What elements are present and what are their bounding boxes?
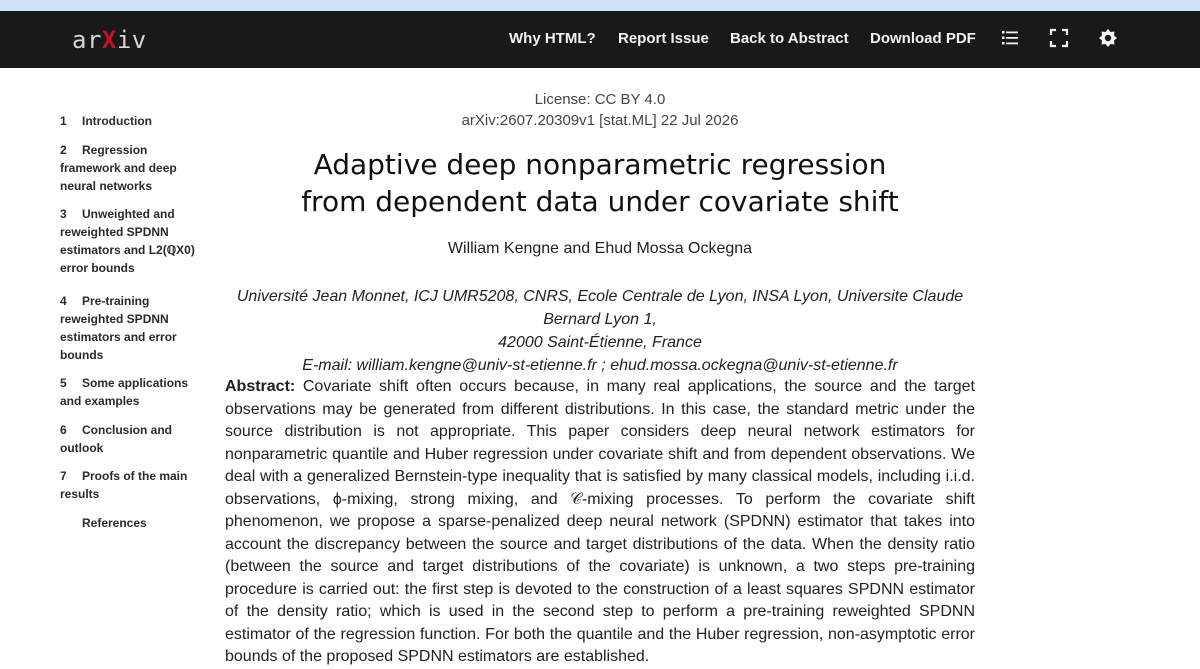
toc-label: Proofs of the main results [60,469,188,501]
toc-label: Pre-training reweighted SPDNN estimators and error bounds [60,294,177,362]
why-html-link[interactable]: Why HTML? [509,30,596,47]
download-pdf-link[interactable]: Download PDF [870,30,976,47]
top-navbar [0,11,1200,68]
logo-text: arXiv [72,26,147,54]
arxiv-logo[interactable] [72,25,147,55]
toc-item-references[interactable] [60,514,200,532]
toc-label: Regression framework and deep neural networks [60,143,177,193]
arxiv-identifier: arXiv:2607.20309v1 [stat.ML] 22 Jul 2026 [461,112,739,129]
affiliation-line: Université Jean Monnet, ICJ UMR5208, CNRS, Ecole Centrale de Lyon, INSA Lyon, Universite Claude Bernard Lyon 1, [236,288,964,328]
title-line: from dependent data under covariate shift [301,185,899,218]
affiliation-line: 42000 Saint-Étienne, France [498,334,702,351]
toc-number: 4 [60,294,67,308]
toc-label: Some applications and examples [60,376,189,408]
toc-number: 6 [60,423,67,437]
license-line: License: CC BY 4.0 [534,91,666,108]
report-issue-link[interactable]: Report Issue [618,30,709,47]
abstract [225,376,975,669]
toc-item-proofs[interactable] [60,467,200,503]
toc-number: 2 [60,143,67,157]
toc-label: Unweighted and reweighted SPDNN estimators and L2(ℚX0) error bounds [60,207,195,275]
toc-item-introduction[interactable] [60,112,200,130]
table-of-contents-icon[interactable] [999,27,1021,49]
abstract-label: Abstract: [225,378,303,395]
toc-number: 7 [60,469,67,483]
author-affiliation [220,285,980,377]
toc-number: 1 [60,114,67,128]
paper-authors: William Kengne and Ehud Mossa Ockegna [447,240,753,257]
toc-item-conclusion[interactable] [60,421,200,457]
back-to-abstract-link[interactable]: Back to Abstract [730,30,849,47]
theme-toggle-icon[interactable] [1097,27,1119,49]
toc-number: 3 [60,207,67,221]
toc-number: 5 [60,376,67,390]
toc-label: References [82,516,147,530]
author-email[interactable]: E-mail: william.kengne@univ-st-etienne.fr ; ehud.mossa.ockegna@univ-st-etienne.fr [302,357,898,374]
toc-item-applications[interactable] [60,374,200,410]
abstract-text: Covariate shift often occurs because, in many real applications, the source and the target observations may be generated from different distributions. In this case, the standard metric under the source distribution is not appropriate. This paper considers deep neural network estimators for nonparametric quantile and Huber regression under covariate shift and from dependent observations. We deal with a generalized Bernstein-type inequality that is satisfied by many classical models, including i.i.d. observations, ϕ-mixing, strong mixing, and 𝒞-mixing processes. To perform the covariate shift phenomenon, we propose a sparse-penalized deep neural network (SPDNN) estimator that takes into account the discrepancy between the source and target distributions of the data. When the density ratio (between the source and target distributions of the covariate) is unknown, a two steps pre-training procedure is carried out: the first step is devoted to the construction of a least squares SPDNN estimator of the density ratio; which is used in the second step to perform a pre-training reweighted SPDNN estimator of the regression function. For both the quantile and the Huber regression, non-asymptotic error bounds of the proposed SPDNN estimators are established. [225,378,975,665]
toc-item-pre-training[interactable] [60,292,200,364]
toc-item-regression-framework[interactable] [60,141,200,195]
notice-banner [0,0,1200,11]
toc-item-spdnn-estimators[interactable] [60,205,200,277]
toc-label: Introduction [82,114,152,128]
toc-label: Conclusion and outlook [60,423,172,455]
fullscreen-icon[interactable] [1048,27,1070,49]
paper-title [220,146,980,220]
title-line: Adaptive deep nonparametric regression [313,148,887,181]
